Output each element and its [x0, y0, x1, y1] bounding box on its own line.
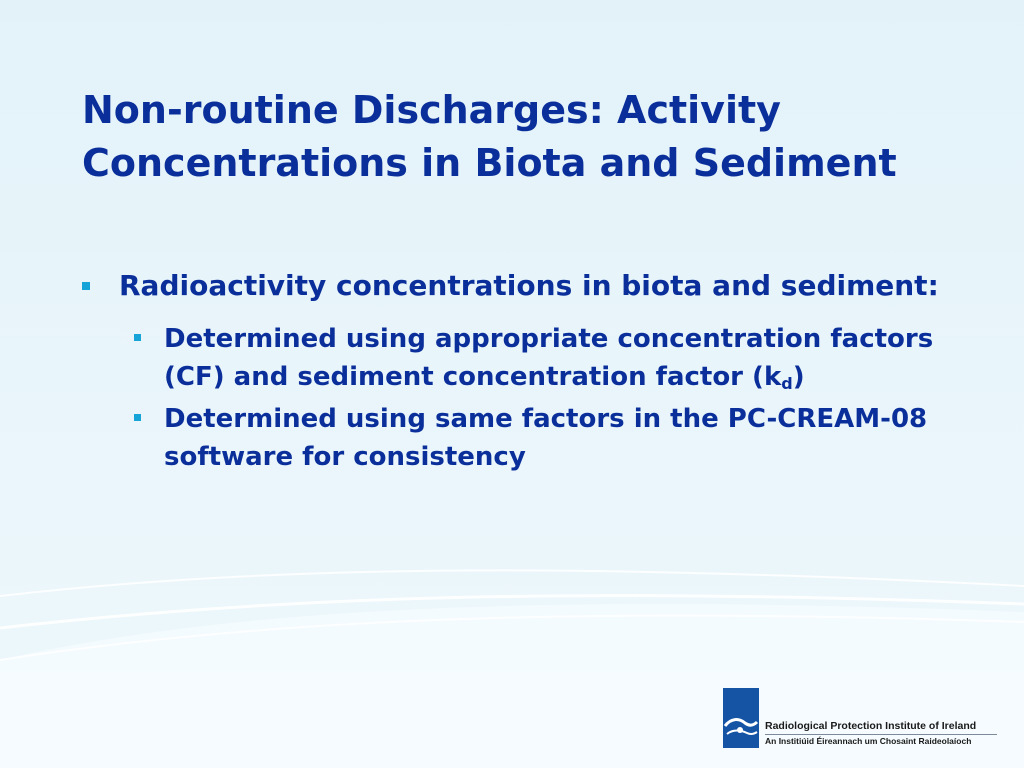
slide-content — [82, 268, 962, 480]
sub-bullet-marker-icon — [134, 334, 141, 341]
sub-bullet — [82, 320, 962, 396]
bullet-level1 — [82, 268, 962, 304]
sub-bullet — [82, 400, 962, 476]
sub-bullet-text-after: ) — [792, 362, 805, 392]
sub-bullet-text: Determined using same factors in the PC-CREAM-08 software for consistency — [164, 404, 928, 472]
slide-title: Non-routine Discharges: Activity Concentrations in Biota and Sediment — [82, 88, 897, 185]
bullet-text: Radioactivity concentrations in biota and sediment: — [119, 269, 939, 302]
logo-name-irish: An Institiúid Éireannach um Chosaint Raideolaíoch — [765, 736, 972, 746]
rpii-logo — [723, 688, 1003, 748]
sub-bullet-text-before: Determined using appropriate concentration factors (CF) and sediment concentration factor (k — [164, 324, 934, 392]
logo-name-english: Radiological Protection Institute of Ireland — [765, 720, 977, 732]
sub-bullet-marker-icon — [134, 414, 141, 421]
sub-bullet-list — [82, 320, 962, 476]
logo-emblem-icon — [723, 688, 759, 748]
bullet-marker-icon — [82, 282, 90, 290]
subscript-d: d — [781, 374, 793, 393]
logo-divider — [765, 734, 997, 735]
